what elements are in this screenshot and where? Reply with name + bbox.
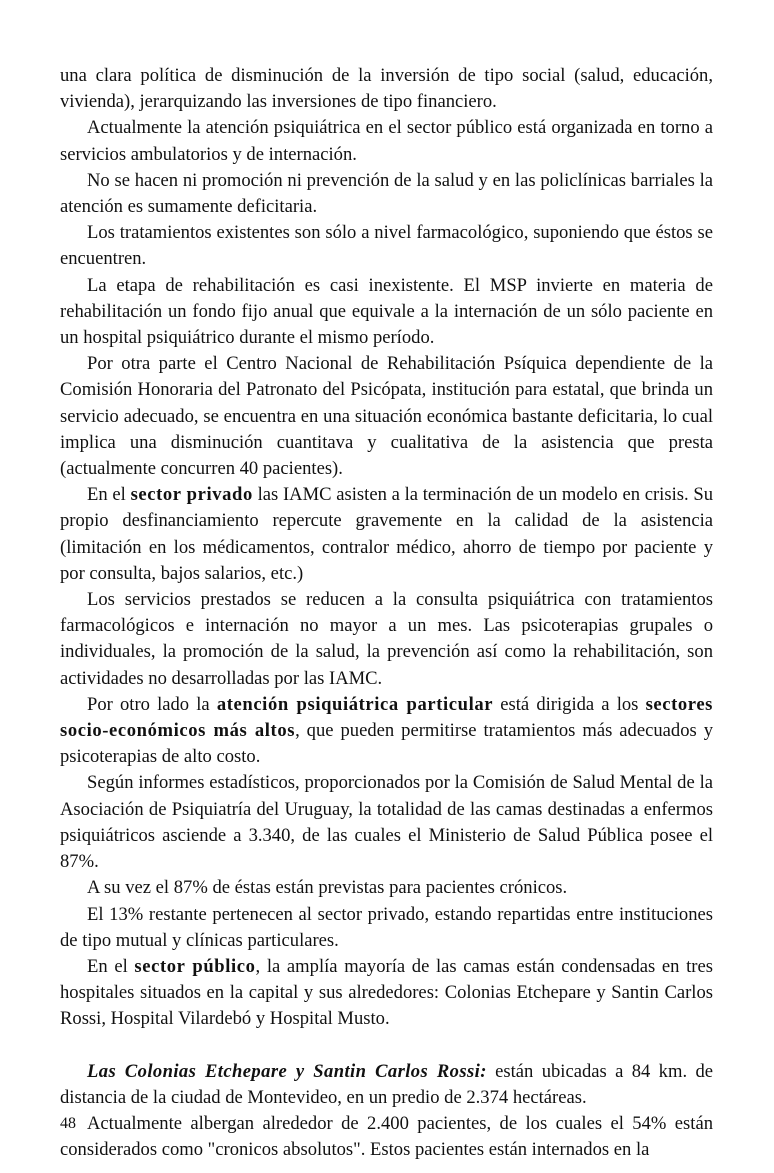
section-lead: Las Colonias Etchepare y Santin Carlos Rossi: xyxy=(87,1060,487,1082)
paragraph: A su vez el 87% de éstas están previstas para pacientes crónicos. xyxy=(87,877,568,899)
bold-term: sectores socio-económicos más altos xyxy=(60,693,714,742)
paragraph: Según informes estadísticos, proporcionados por la Comisión de Salud Mental de la Asociación de Psiquiatría del Uruguay, la totalidad de las camas destinadas a enfermos psiquiátricos asciende a 3.340, de las cuales el Ministerio de Salud Pública posee el 87%. xyxy=(60,772,713,873)
paragraph: El 13% restante pertenecen al sector privado, estando repartidas entre instituciones de tipo mutual y clínicas particulares. xyxy=(60,903,713,951)
paragraph: Actualmente albergan alrededor de 2.400 pacientes, de los cuales el 54% están considerados como "cronicos absolutos". Estos pacientes están internados en la xyxy=(60,1112,713,1161)
text-run: , que pueden permitirse tratamientos más adecuados y psicoterapias de alto costo. xyxy=(60,720,713,768)
paragraph: No se hacen ni promoción ni prevención de la salud y en las policlínicas barriales la atención es sumamente deficitaria. xyxy=(60,169,713,218)
text-run: están ubicadas a 84 km. de distancia de la ciudad de Montevideo, en un predio de 2.374 hectáreas. xyxy=(60,1060,713,1108)
text-run: , la amplía mayoría de las camas están condensadas en tres hospitales situados en la capital y sus alrededores: Colonias Etchepare y Santin Carlos Rossi, Hospital Vilardebó y Hospital Musto. xyxy=(60,955,713,1030)
bold-term: sector público xyxy=(134,955,256,977)
page-number: 48 xyxy=(60,1115,76,1132)
paragraph xyxy=(60,482,713,587)
paragraph xyxy=(60,692,713,771)
page-body xyxy=(60,63,713,1163)
paragraph xyxy=(60,954,713,1033)
text-run: En el xyxy=(87,955,135,977)
paragraph: una clara política de disminución de la inversión de tipo social (salud, educación, vivienda), jerarquizando las inversiones de tipo financiero. xyxy=(60,65,713,113)
paragraph: Los tratamientos existentes son sólo a nivel farmacológico, suponiendo que éstos se encuentren. xyxy=(60,222,713,270)
paragraph: Los servicios prestados se reducen a la consulta psiquiátrica con tratamientos farmacológicos e internación no mayor a un mes. Las psicoterapias grupales o individuales, la promoción de la salud, la prevención así como la rehabilitación, son actividades no desarrolladas por las IAMC. xyxy=(60,589,713,689)
paragraph: Actualmente la atención psiquiátrica en el sector público está organizada en torno a servicios ambulatorios y de internación. xyxy=(60,117,713,165)
bold-term: sector privado xyxy=(130,484,253,506)
text-run: Por otro lado la xyxy=(87,693,217,715)
text-run: está dirigida a los xyxy=(493,693,646,715)
paragraph: La etapa de rehabilitación es casi inexistente. El MSP invierte en materia de rehabilitación un fondo fijo anual que equivale a la internación de un sólo paciente en un hospital psiquiátrico durante el mismo período. xyxy=(60,274,713,349)
text-run: En el xyxy=(87,484,131,506)
paragraph xyxy=(60,1059,713,1111)
paragraph: Por otra parte el Centro Nacional de Rehabilitación Psíquica dependiente de la Comisión Honoraria del Patronato del Psicópata, institución para estatal, que brinda un servicio adecuado, se encuentra en una situación económica bastante deficitaria, lo cual implica una disminución cuantitava y cualitativa de la asistencia que presta (actualmente concurren 40 pacientes). xyxy=(60,353,713,480)
bold-term: atención psiquiátrica particular xyxy=(216,693,494,715)
text-run: las IAMC asisten a la terminación de un modelo en crisis. Su propio desfinanciamiento repercute gravemente en la calidad de la asistencia (limitación en los médicamentos, contralor médico, ahorro de tiempo por paciente y por consulta, bajos salarios, etc.) xyxy=(60,484,714,584)
